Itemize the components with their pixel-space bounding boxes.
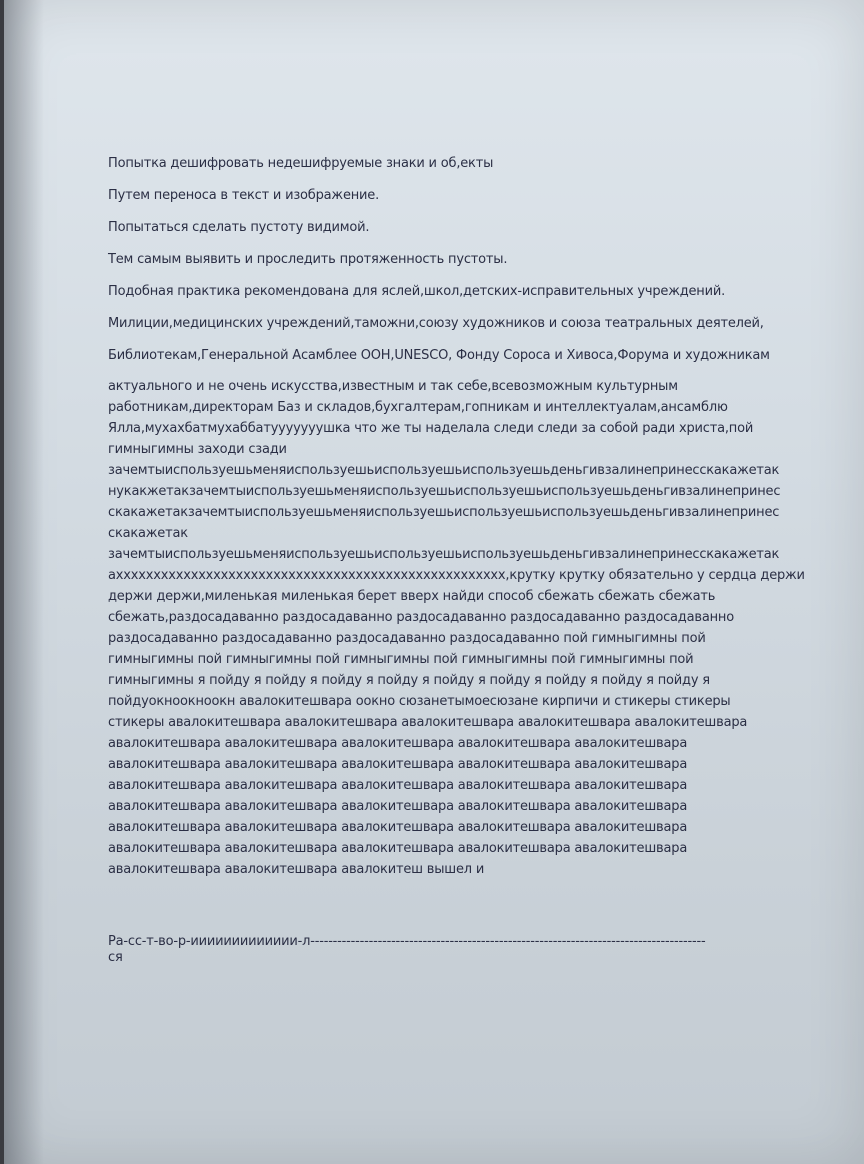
body-line: авалокитешвара авалокитешвара авалокитешвара авалокитешвара авалокитешвара — [108, 757, 688, 772]
body-line: зачемтыиспользуешьменяиспользуешьиспользуешьиспользуешьденьгивзалинепринесскакажетак — [108, 547, 780, 562]
final-block — [108, 934, 788, 966]
body-line: раздосадаванно раздосадаванно раздосадаванно раздосадаванно пой гимныгимны пой — [108, 631, 706, 646]
body-line: скакажетак — [108, 526, 188, 541]
body-line: авалокитешвара авалокитешвара авалокитешвара авалокитешвара авалокитешвара — [108, 736, 688, 751]
final-line: Ра-сс-т-во-р-иииииииииииии-л---------------------------------------------------------------------------------------- — [108, 934, 706, 949]
paragraph-5: Подобная практика рекомендована для яслей,школ,детских-исправительных учреждений. — [108, 284, 726, 299]
paragraph-2: Путем переноса в текст и изображение. — [108, 188, 380, 203]
body-block — [108, 376, 805, 880]
body-line: зачемтыиспользуешьменяиспользуешьиспользуешьиспользуешьденьгивзалинепринесскакажетак — [108, 463, 780, 478]
body-line: гимныгимны пой гимныгимны пой гимныгимны пой гимныгимны пой гимныгимны пой — [108, 652, 694, 667]
paragraph-4: Тем самым выявить и проследить протяженность пустоты. — [108, 252, 508, 267]
body-line: нукакжетакзачемтыиспользуешьменяиспользуешьиспользуешьиспользуешьденьгивзалинепринес — [108, 484, 781, 499]
body-line: авалокитешвара авалокитешвара авалокитешвара авалокитешвара авалокитешвара — [108, 841, 688, 856]
body-line: ахххххххххххххххххххххххххххххххххххххххххххххххххххх,крутку крутку обязательно у сердца держи — [108, 568, 805, 583]
body-line: Ялла,мухахбатмухаббатууууууушка что же ты наделала следи следи за собой ради христа,пой — [108, 421, 754, 436]
body-line: стикеры авалокитешвара авалокитешвара авалокитешвара авалокитешвара авалокитешвара — [108, 715, 748, 730]
body-line: гимныгимны заходи сзади — [108, 442, 287, 457]
paragraph-1: Попытка дешифровать недешифруемые знаки и об,екты — [108, 156, 494, 171]
paragraph-7: Библиотекам,Генеральной Асамблее ООН,UNESCO, Фонду Сороса и Хивоса,Форума и художникам — [108, 348, 770, 363]
paragraph-6: Милиции,медицинских учреждений,таможни,союзу художников и союза театральных деятелей, — [108, 316, 764, 331]
body-line: авалокитешвара авалокитешвара авалокитешвара авалокитешвара авалокитешвара — [108, 799, 688, 814]
body-line: актуального и не очень искусства,известным и так себе,всевозможным культурным — [108, 379, 678, 394]
paper-sheet — [4, 0, 864, 1164]
body-line: авалокитешвара авалокитешвара авалокитешвара авалокитешвара авалокитешвара — [108, 778, 688, 793]
document-text — [108, 148, 805, 966]
paragraph-3: Попытаться сделать пустоту видимой. — [108, 220, 370, 235]
paper-shadow — [4, 0, 44, 1164]
body-line: авалокитешвара авалокитешвара авалокитеш вышел и — [108, 862, 485, 877]
body-line: держи держи,миленькая миленькая берет вверх найди способ сбежать сбежать сбежать — [108, 589, 716, 604]
body-line: работникам,директорам Баз и складов,бухгалтерам,гопникам и интеллектуалам,ансамблю — [108, 400, 728, 415]
body-line: сбежать,раздосадаванно раздосадаванно раздосадаванно раздосадаванно раздосадаванно — [108, 610, 734, 625]
final-line-end: ся — [108, 950, 123, 965]
body-line: авалокитешвара авалокитешвара авалокитешвара авалокитешвара авалокитешвара — [108, 820, 688, 835]
body-line: гимныгимны я пойду я пойду я пойду я пойду я пойду я пойду я пойду я пойду я пойду я — [108, 673, 710, 688]
body-line: пойдуокноокноокн авалокитешвара оокно сюзанетымоесюзане кирпичи и стикеры стикеры — [108, 694, 731, 709]
body-line: скакажетакзачемтыиспользуешьменяиспользуешьиспользуешьиспользуешьденьгивзалинепринес — [108, 505, 780, 520]
